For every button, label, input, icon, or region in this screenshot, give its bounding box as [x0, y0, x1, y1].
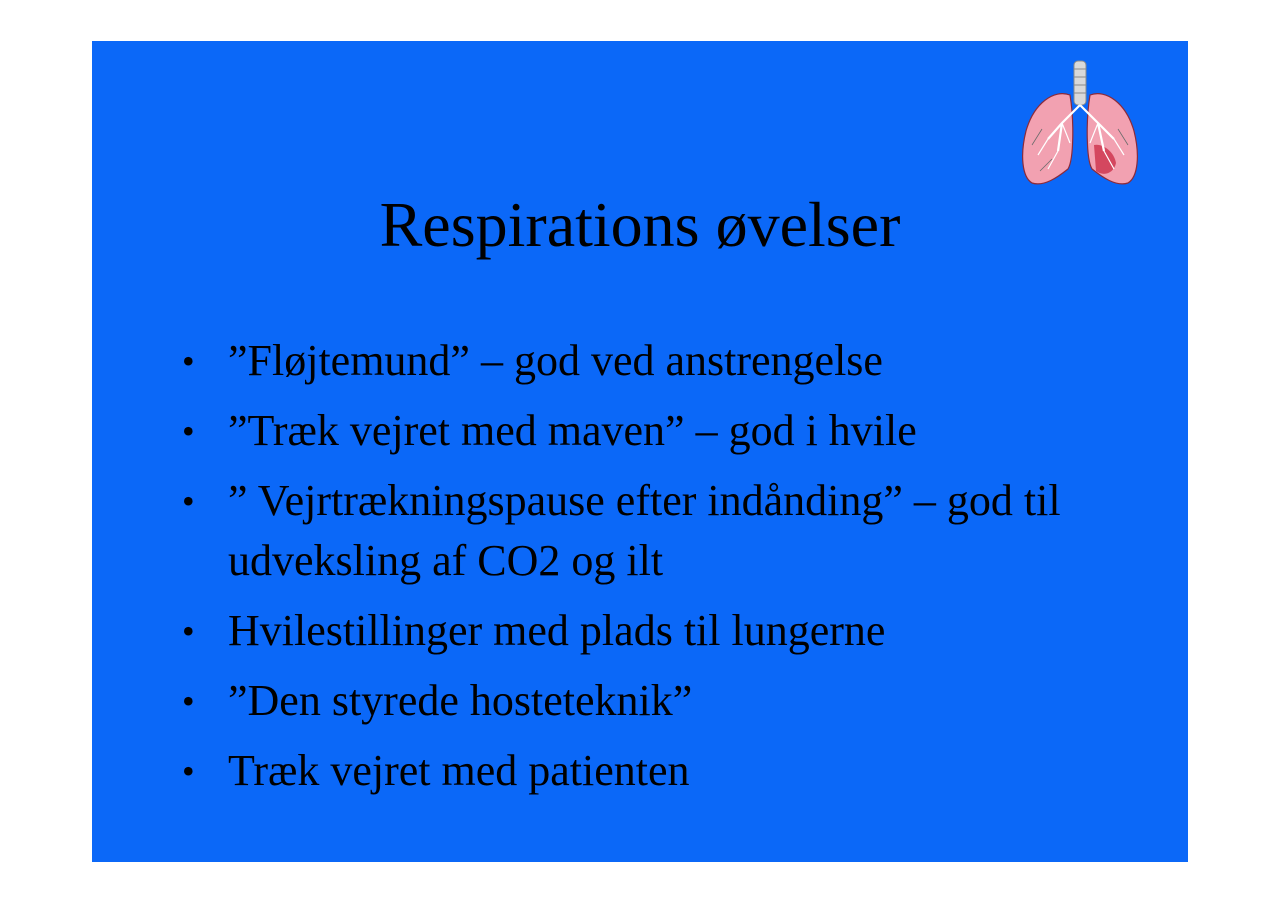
bullet-icon: • — [182, 681, 195, 721]
list-item-text: ”Den styrede hosteteknik” — [228, 676, 693, 725]
list-item-text: ” Vejrtrækningspause efter indånding” – god til udveksling af CO2 og ilt — [228, 476, 1061, 585]
lungs-icon — [1018, 59, 1144, 191]
list-item-text: Træk vejret med patienten — [228, 746, 690, 795]
list-item-text: Hvilestillinger med plads til lungerne — [228, 606, 886, 655]
slide — [92, 41, 1188, 862]
slide-title: Respirations øvelser — [379, 189, 901, 260]
list-item-text: ”Træk vejret med maven” – god i hvile — [228, 406, 917, 455]
bullet-icon: • — [182, 481, 195, 521]
bullet-icon: • — [182, 751, 195, 791]
list-item — [182, 601, 1142, 661]
bullet-icon: • — [182, 411, 195, 451]
list-item — [182, 401, 1142, 461]
bullet-list — [182, 331, 1142, 811]
list-item — [182, 471, 1142, 591]
list-item — [182, 741, 1142, 801]
bullet-icon: • — [182, 341, 195, 381]
bullet-icon: • — [182, 611, 195, 651]
list-item — [182, 671, 1142, 731]
list-item-text: ”Fløjtemund” – god ved anstrengelse — [228, 336, 883, 385]
list-item — [182, 331, 1142, 391]
